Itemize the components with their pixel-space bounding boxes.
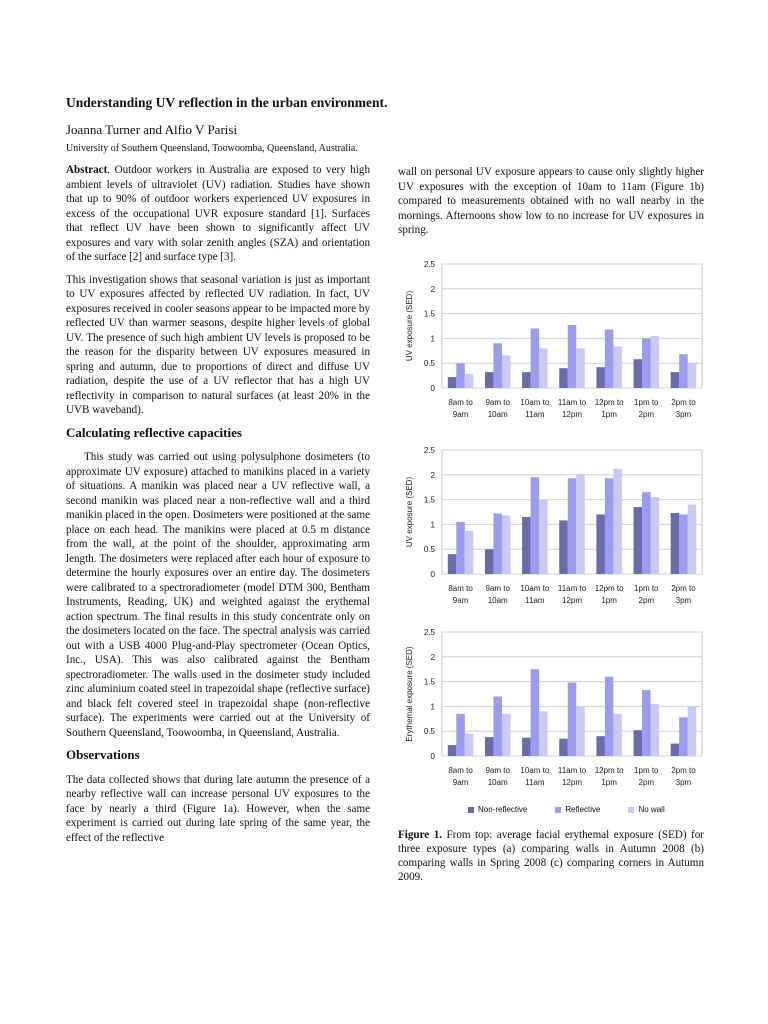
x-tick-label: 1pm: [601, 778, 617, 787]
x-tick-label: 12pm to: [594, 398, 624, 407]
intro-paragraph: This investigation shows that seasonal variation is just as important to UV exposures affected by reflected UV radiation. In fact, UV exposures received in cooler seasons appear to be impacted more by reflected UV than warmer seasons, despite higher levels of global UV. The presence of such high ambient UV levels is proposed to be the reason for the disparity between UV exposures measured in spring and autumn, due to proportions of direct and diffuse UV radiation, despite the use of a UV reflector that has a high UV reflectivity in comparison to natural surfaces (at least 20% in the UVB waveband).: [66, 273, 370, 416]
x-tick-label: 1pm to: [634, 398, 659, 407]
y-tick-label: 1: [430, 702, 435, 712]
caption-text: From top: average facial erythemal exposure (SED) for three exposure types (a) comparing walls in Autumn 2008 (b) comparing walls in Spring 2008 (c) comparing corners in Autumn 2009.: [398, 829, 704, 883]
y-tick-label: 1.5: [423, 495, 435, 505]
x-tick-label: 3pm: [675, 596, 692, 605]
authors: Joanna Turner and Alfio V Parisi: [66, 122, 238, 137]
bar: [568, 325, 577, 388]
y-tick-label: 2.5: [423, 628, 435, 637]
x-tick-label: 9am: [452, 596, 469, 605]
x-tick-label: 8am to: [448, 398, 473, 407]
bar: [465, 374, 474, 388]
bar: [448, 377, 457, 388]
y-tick-label: 1: [430, 334, 435, 344]
bar: [634, 359, 643, 388]
bar: [485, 549, 494, 574]
section-heading-observations: Observations: [66, 747, 140, 762]
bar: [465, 531, 474, 574]
legend-item-non-reflective: [468, 805, 527, 814]
abstract-text: . Outdoor workers in Australia are exposed to very high ambient levels of ultraviolet (UV) radiation. Studies have shown that up to 90% of outdoor workers experienced UV exposures in excess of the occupational UVR exposure standard [1]. Surfaces that reflect UV have been shown to significantly affect UV exposures and vary with solar zenith angles (SZA) and orientation of the surface [2] and surface type [3].: [66, 164, 370, 263]
bar: [576, 706, 585, 756]
x-tick-label: 10am to: [520, 398, 550, 407]
bar: [559, 368, 568, 388]
bar: [651, 336, 660, 388]
x-tick-label: 3pm: [675, 778, 692, 787]
bar: [679, 354, 688, 388]
x-tick-label: 12pm: [561, 410, 583, 419]
bar: [502, 515, 511, 574]
legend-item-no-wall: [628, 805, 664, 814]
x-tick-label: 12pm to: [594, 584, 624, 593]
x-tick-label: 2pm to: [671, 584, 696, 593]
x-tick-label: 9am to: [485, 398, 510, 407]
bar: [576, 348, 585, 388]
bar: [531, 477, 540, 574]
bar: [596, 736, 605, 756]
bar: [634, 730, 643, 756]
chart-legend: [468, 805, 665, 814]
bar: [605, 329, 614, 388]
x-tick-label: 2pm: [638, 778, 655, 787]
legend-label: No wall: [638, 805, 665, 814]
x-tick-label: 2pm to: [671, 398, 696, 407]
chart-c: [380, 620, 710, 798]
bar: [688, 505, 697, 574]
bar: [456, 522, 465, 574]
legend-swatch: [555, 807, 561, 813]
bar: [539, 500, 548, 574]
bar: [531, 328, 540, 388]
bar: [485, 737, 494, 756]
x-tick-label: 2pm to: [671, 766, 696, 775]
legend-item-reflective: [555, 805, 600, 814]
legend-label: Reflective: [565, 805, 601, 814]
bar: [448, 554, 457, 574]
bar: [688, 363, 697, 388]
bar: [613, 714, 622, 756]
y-axis-label: UV exposure (SED): [405, 290, 414, 362]
y-tick-label: 0: [430, 384, 435, 393]
bar: [679, 514, 688, 574]
bar: [671, 744, 680, 756]
bar: [671, 372, 680, 388]
bar: [568, 683, 577, 756]
y-axis-label: Erythemal exposure (SED): [405, 646, 414, 742]
bar: [634, 507, 643, 574]
bar: [493, 696, 502, 756]
x-tick-label: 12pm to: [594, 766, 624, 775]
bar: [596, 367, 605, 388]
x-tick-label: 11am to: [557, 766, 587, 775]
y-tick-label: 2: [430, 652, 435, 662]
x-tick-label: 1pm to: [634, 584, 659, 593]
x-tick-label: 9am: [452, 410, 469, 419]
x-tick-label: 10am: [487, 778, 508, 787]
y-tick-label: 1.5: [423, 309, 435, 319]
x-tick-label: 10am: [487, 410, 508, 419]
y-tick-label: 2.5: [423, 260, 435, 269]
x-tick-label: 10am: [487, 596, 508, 605]
x-tick-label: 11am to: [557, 398, 587, 407]
y-tick-label: 2: [430, 284, 435, 294]
legend-swatch: [468, 807, 474, 813]
bar: [456, 363, 465, 388]
y-tick-label: 0: [430, 752, 435, 761]
caption-label: Figure 1.: [398, 829, 443, 841]
bar: [613, 346, 622, 388]
bar: [642, 492, 651, 574]
bar: [502, 714, 511, 756]
x-tick-label: 1pm: [601, 410, 617, 419]
bar: [613, 469, 622, 574]
section-heading-reflective: Calculating reflective capacities: [66, 424, 242, 440]
y-tick-label: 1.5: [423, 677, 435, 687]
y-tick-label: 0.5: [423, 359, 435, 369]
figure-caption: [398, 828, 704, 884]
y-tick-label: 0.5: [423, 727, 435, 737]
x-tick-label: 9am to: [485, 766, 510, 775]
bar: [456, 714, 465, 756]
continued-paragraph: wall on personal UV exposure appears to cause only slightly higher UV exposures with the exception of 10am to 11am (Figure 1b) compared to measurements obtained with no wall nearby in the mornings. Afternoons show low to no increase for UV exposures in spring.: [398, 166, 704, 236]
bar: [539, 711, 548, 756]
bar: [539, 348, 548, 388]
y-tick-label: 0.5: [423, 545, 435, 555]
x-tick-label: 2pm: [638, 596, 655, 605]
x-tick-label: 9am to: [485, 584, 510, 593]
y-tick-label: 2: [430, 470, 435, 480]
x-tick-label: 1pm to: [634, 766, 659, 775]
bar: [576, 474, 585, 574]
bar: [448, 745, 457, 756]
x-tick-label: 10am to: [520, 584, 550, 593]
bar: [559, 739, 568, 756]
abstract-paragraph: [66, 163, 370, 265]
x-tick-label: 1pm: [601, 596, 617, 605]
bar: [522, 517, 531, 574]
bar: [522, 372, 531, 388]
affiliation: University of Southern Queensland, Toowoomba, Queensland, Australia.: [66, 143, 358, 154]
bar: [679, 717, 688, 756]
x-tick-label: 3pm: [675, 410, 692, 419]
x-tick-label: 12pm: [561, 596, 583, 605]
bar: [688, 706, 697, 756]
legend-swatch: [628, 807, 634, 813]
y-tick-label: 1: [430, 520, 435, 530]
paper-title: Understanding UV reflection in the urban environment.: [66, 95, 388, 110]
bar: [493, 513, 502, 574]
x-tick-label: 11am: [525, 596, 545, 605]
abstract-label: Abstract: [66, 164, 108, 176]
chart-a: [380, 252, 710, 430]
left-column: [66, 163, 370, 853]
bar: [651, 704, 660, 756]
bar: [531, 669, 540, 756]
x-tick-label: 11am: [525, 778, 545, 787]
x-tick-label: 11am to: [557, 584, 587, 593]
bar: [605, 478, 614, 574]
bar: [642, 338, 651, 388]
x-tick-label: 12pm: [561, 778, 583, 787]
bar: [605, 677, 614, 756]
bar: [502, 355, 511, 388]
observations-paragraph: The data collected shows that during late autumn the presence of a nearby reflective wall can increase personal UV exposures to the face by nearly a third (Figure 1a). However, when the same experiment is carried out during late spring of the same year, the effect of the reflective: [66, 773, 370, 844]
x-tick-label: 2pm: [638, 410, 655, 419]
right-column-text: [398, 165, 704, 246]
y-axis-label: UV exposure (SED): [405, 476, 414, 548]
y-tick-label: 2.5: [423, 446, 435, 455]
bar: [485, 372, 494, 388]
x-tick-label: 9am: [452, 778, 469, 787]
methods-paragraph: This study was carried out using polysulphone dosimeters (to approximate UV exposure) attached to manikins placed in a variety of situations. A manikin was placed near a UV reflective wall, a second manikin was placed near a non-reflective wall and a third manikin placed in the open. Dosimeters were positioned at the same place on each head. The manikins were placed at 0.5 m distance from the wall, at the point of the shoulder, approximating arm length. The dosimeters were replaced after each hour of exposure to determine the hourly exposures over an entire day. The dosimeters were calibrated to a spectroradiometer (model DTM 300, Bentham Instruments, Reading, UK) and weighted against the erythemal action spectrum. The final results in this study concentrate only on the dosimeters located on the face. The spectral analysis was carried out with a USB 4000 Plug-and-Play spectrometer (Ocean Optics, Inc., USA). This was also calibrated against the Bentham spectroradiometer. The walls used in the dosimeter study included zinc aluminium coated steel in trapezoidal shape (reflective surface) and black felt covered steel in trapezoidal shape (non-reflective surface). The experiments were carried out at the University of Southern Queensland, Toowoomba, in Queensland, Australia.: [66, 451, 370, 739]
chart-b: [380, 438, 710, 616]
bar: [568, 478, 577, 574]
x-tick-label: 11am: [525, 410, 545, 419]
bar: [522, 738, 531, 756]
legend-label: Non-reflective: [478, 805, 528, 814]
x-tick-label: 8am to: [448, 584, 473, 593]
bar: [559, 520, 568, 574]
bar: [465, 734, 474, 756]
y-tick-label: 0: [430, 570, 435, 579]
x-tick-label: 8am to: [448, 766, 473, 775]
bar: [642, 690, 651, 756]
bar: [651, 497, 660, 574]
x-tick-label: 10am to: [520, 766, 550, 775]
bar: [671, 513, 680, 574]
bar: [596, 514, 605, 574]
bar: [493, 343, 502, 388]
